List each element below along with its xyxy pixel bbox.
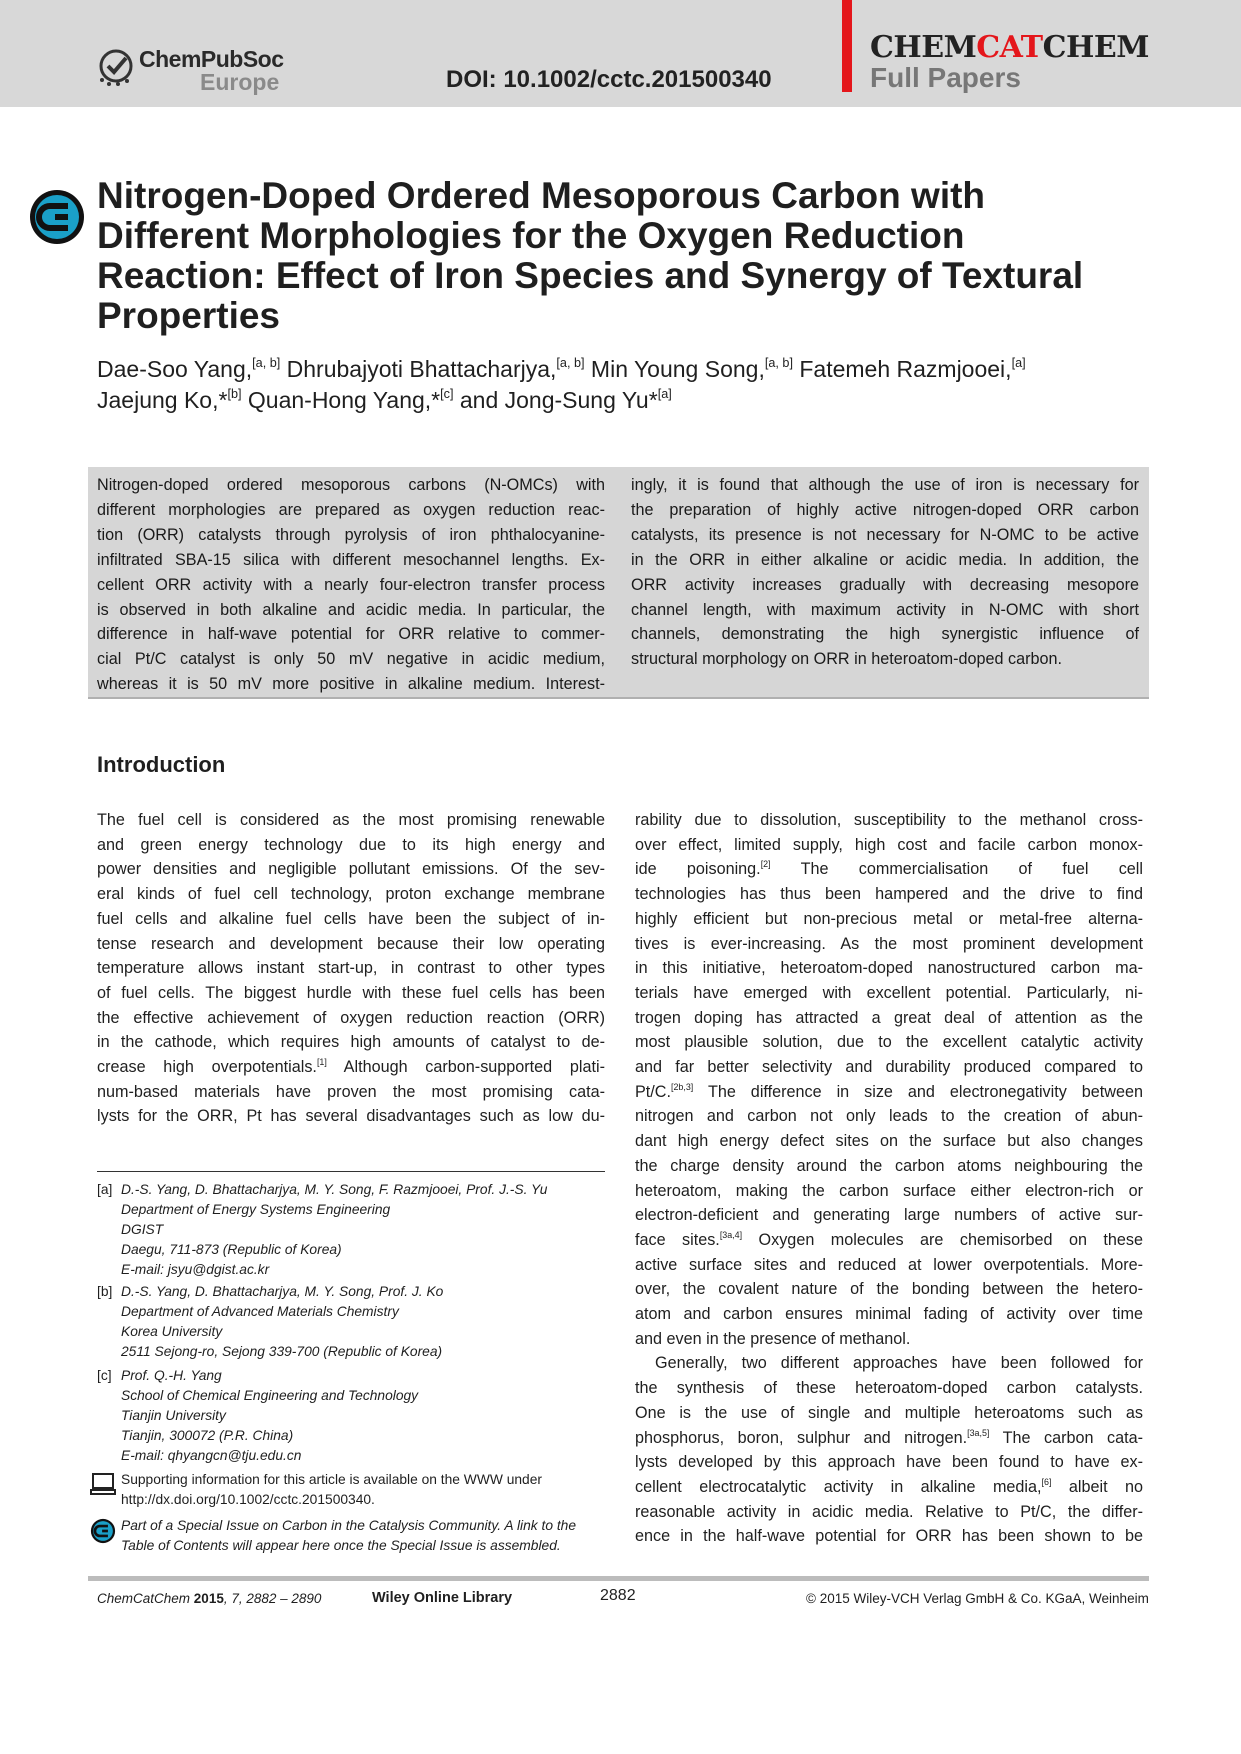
special-issue-note bbox=[97, 1516, 607, 1558]
text-line: ingly, it is found that although the use of iron is necessary for bbox=[631, 476, 1139, 494]
text-line: Generally, two different approaches have been followed for bbox=[655, 1354, 1143, 1373]
text-line: cellent ORR activity with a nearly four-electron transfer process bbox=[97, 575, 605, 594]
author-name: and Jong-Sung Yu* bbox=[453, 387, 658, 413]
intro-column-right bbox=[635, 808, 1143, 1549]
article-title: Nitrogen-Doped Ordered Mesoporous Carbon with Different Morphologies for the Oxygen Reduction Reaction: Effect of Iron Species and Synergy of Textural Properties bbox=[97, 175, 1084, 336]
text-line: ence in the half-wave potential for ORR has been shown to be bbox=[635, 1527, 1143, 1546]
text-line: over, the covalent nature of the bonding between the hetero- bbox=[635, 1280, 1143, 1299]
text-line: cellent electrocatalytic activity in alkaline media,[6] albeit no bbox=[635, 1476, 1144, 1496]
affiliation-line: 2511 Sejong-ro, Sejong 339-700 (Republic of Korea) bbox=[121, 1344, 443, 1359]
special-issue-line: Table of Contents will appear here once the Special Issue is assembled. bbox=[121, 1538, 561, 1553]
text-line: whereas it is 50 mV more positive in alkaline medium. Interest- bbox=[97, 675, 605, 694]
supporting-information-line: Supporting information for this article is available on the WWW under bbox=[121, 1472, 542, 1487]
author-name: Dae-Soo Yang, bbox=[97, 356, 253, 382]
text-line: and green energy technology due to its high energy and bbox=[97, 835, 605, 854]
text-line: of fuel cells. The biggest hurdle with these fuel cells has been bbox=[97, 983, 605, 1002]
journal-title-part: CHEM bbox=[870, 30, 977, 65]
author-affiliation-mark: [a, b] bbox=[764, 355, 793, 370]
footer-year: 2015 bbox=[193, 1591, 224, 1606]
special-issue-icon bbox=[28, 188, 86, 246]
footer-citation bbox=[97, 1591, 321, 1606]
section-heading-introduction: Introduction bbox=[97, 752, 226, 777]
text-line: difference in half-wave potential for ORR relative to commer- bbox=[97, 625, 605, 644]
journal-title bbox=[870, 30, 1149, 65]
text-line: the effective achievement of oxygen reduction reaction (ORR) bbox=[97, 1008, 605, 1027]
affiliation-line: DGIST bbox=[121, 1222, 164, 1237]
citation-ref[interactable]: [1] bbox=[316, 1056, 327, 1067]
text-line: lysts developed by this approach have been found to have ex- bbox=[635, 1453, 1143, 1472]
affiliation-tag: [c] bbox=[97, 1368, 112, 1383]
affiliation-line: Daegu, 711-873 (Republic of Korea) bbox=[121, 1242, 342, 1257]
abstract-column-left bbox=[97, 473, 605, 697]
author-name: Min Young Song, bbox=[584, 356, 765, 382]
text-line: ide poisoning.[2] The commercialisation of fuel cell bbox=[635, 859, 1143, 879]
text-line: phosphorus, boron, sulphur and nitrogen.[3a,5] The carbon cata- bbox=[635, 1427, 1144, 1447]
text-line: dant high energy defect sites on the surface but also changes bbox=[635, 1132, 1143, 1151]
affiliation-line: Department of Energy Systems Engineering bbox=[121, 1202, 391, 1217]
text-line: electron-deficient and generating large numbers of active sur- bbox=[635, 1206, 1143, 1225]
footer-volume-pages: , 7, 2882 – 2890 bbox=[223, 1591, 322, 1606]
special-issue-line: Part of a Special Issue on Carbon in the Catalysis Community. A link to the bbox=[121, 1518, 577, 1533]
text-line: structural morphology on ORR in heteroatom-doped carbon. bbox=[631, 650, 1062, 669]
footer-divider bbox=[88, 1576, 1149, 1581]
footer-library[interactable]: Wiley Online Library bbox=[372, 1590, 513, 1606]
author-name: Dhrubajyoti Bhattacharjya, bbox=[280, 356, 557, 382]
citation-ref[interactable]: [2] bbox=[760, 859, 771, 870]
text-line: active surface sites and reduced at lower overpotentials. More- bbox=[635, 1255, 1143, 1274]
journal-accent-bar bbox=[842, 0, 852, 92]
text-line: rability due to dissolution, susceptibility to the methanol cross- bbox=[635, 811, 1143, 829]
affiliation-lines bbox=[121, 1180, 547, 1280]
abstract-column-right bbox=[631, 473, 1139, 672]
text-line: lysts for the ORR, Pt has several disadvantages such as low du- bbox=[97, 1107, 605, 1126]
special-issue-text bbox=[121, 1516, 576, 1556]
author-affiliation-mark: [a, b] bbox=[556, 355, 585, 370]
affiliation-email: E-mail: jsyu@dgist.ac.kr bbox=[121, 1262, 270, 1277]
citation-ref[interactable]: [3a,5] bbox=[967, 1427, 990, 1438]
author-affiliation-mark: [b] bbox=[227, 386, 242, 401]
text-line: over effect, limited supply, high cost and facile carbon monox- bbox=[635, 835, 1143, 854]
chempubsoc-star-icon bbox=[96, 46, 136, 86]
affiliation-email: E-mail: qhyangcn@tju.edu.cn bbox=[121, 1448, 302, 1463]
journal-title-part: CHEM bbox=[1042, 30, 1149, 65]
text-line: catalysts, its presence is not necessary for N-OMC to be active bbox=[631, 525, 1139, 544]
affiliation-line: Tianjin University bbox=[121, 1408, 226, 1423]
author-name: Fatemeh Razmjooei, bbox=[792, 356, 1012, 382]
text-line: and far better selectivity and durability produced compared to bbox=[635, 1058, 1143, 1077]
citation-ref[interactable]: [6] bbox=[1041, 1476, 1052, 1487]
text-line: highly efficient but non-precious metal or metal-free alterna- bbox=[635, 909, 1143, 928]
author-affiliation-mark: [a] bbox=[1011, 355, 1026, 370]
footnote-divider bbox=[97, 1171, 605, 1172]
text-line: cial Pt/C catalyst is only 50 mV negative in acidic medium, bbox=[97, 650, 605, 669]
publisher-name: ChemPubSoc bbox=[139, 46, 284, 72]
text-line: The fuel cell is considered as the most promising renewable bbox=[97, 811, 605, 829]
author-name: Quan-Hong Yang,* bbox=[241, 387, 441, 413]
special-issue-small-icon bbox=[90, 1518, 116, 1544]
text-line: most plausible solution, due to the excellent catalytic activity bbox=[635, 1033, 1143, 1052]
author-name: Jaejung Ko,* bbox=[97, 387, 228, 413]
supporting-information-note bbox=[97, 1470, 607, 1512]
journal-title-part-accent: CAT bbox=[976, 30, 1043, 65]
text-line: trogen doping has attracted a great deal of attention as the bbox=[635, 1008, 1143, 1027]
text-line: crease high overpotentials.[1] Although carbon-supported plati- bbox=[97, 1056, 606, 1077]
text-line: tives is ever-increasing. As the most prominent development bbox=[635, 934, 1143, 953]
footer-copyright: © 2015 Wiley-VCH Verlag GmbH & Co. KGaA, Weinheim bbox=[806, 1591, 1149, 1606]
author-affiliation-mark: [c] bbox=[440, 386, 454, 401]
text-line: ORR activity increases gradually with decreasing mesopore bbox=[631, 575, 1139, 594]
affiliation-line: Department of Advanced Materials Chemistry bbox=[121, 1304, 399, 1319]
page-number: 2882 bbox=[600, 1587, 636, 1604]
text-line: channel length, with maximum activity in N-OMC with short bbox=[631, 600, 1139, 619]
text-line: infiltrated SBA-15 silica with different mesochannel lengths. Ex- bbox=[97, 550, 605, 569]
text-line: in the ORR in either alkaline or acidic media. In addition, the bbox=[631, 550, 1139, 569]
text-line: reasonable activity in acidic media. Relative to Pt/C, the differ- bbox=[635, 1502, 1143, 1521]
text-line: different morphologies are prepared as oxygen reduction reac- bbox=[97, 500, 605, 519]
text-line: temperature allows instant start-up, in contrast to other types bbox=[97, 959, 605, 978]
text-line: tense research and development because their low operating bbox=[97, 934, 605, 953]
affiliation-line: Korea University bbox=[121, 1324, 223, 1339]
affiliation-lines bbox=[121, 1282, 443, 1362]
text-line: fuel cells and alkaline fuel cells have been the subject of in- bbox=[97, 909, 605, 928]
computer-icon bbox=[90, 1472, 116, 1496]
text-line: power densities and negligible pollutant emissions. Of the sev- bbox=[97, 860, 605, 879]
citation-ref[interactable]: [2b,3] bbox=[670, 1081, 694, 1092]
affiliation-line: Tianjin, 300072 (P.R. China) bbox=[121, 1428, 294, 1443]
publisher-region: Europe bbox=[200, 69, 280, 95]
text-line: tion (ORR) catalysts through pyrolysis of iron phthalocyanine- bbox=[97, 525, 605, 544]
affiliation-b bbox=[97, 1282, 605, 1362]
supporting-information-link[interactable]: http://dx.doi.org/10.1002/cctc.201500340. bbox=[121, 1492, 375, 1507]
article-type: Full Papers bbox=[870, 62, 1021, 93]
text-line: nitrogen and carbon not only leads to the creation of abun- bbox=[635, 1107, 1143, 1126]
text-line: the preparation of highly active nitrogen-doped ORR carbon bbox=[631, 500, 1139, 519]
text-line: is observed in both alkaline and acidic media. In particular, the bbox=[97, 600, 605, 619]
affiliation-line: School of Chemical Engineering and Technology bbox=[121, 1388, 419, 1403]
text-line: terials have emerged with excellent potential. Particularly, ni- bbox=[635, 983, 1143, 1002]
citation-ref[interactable]: [3a,4] bbox=[719, 1229, 743, 1240]
abstract-box bbox=[88, 467, 1149, 699]
author-affiliation-mark: [a] bbox=[657, 386, 672, 401]
affiliation-tag: [b] bbox=[97, 1284, 113, 1299]
intro-column-left bbox=[97, 808, 605, 1129]
text-line: heteroatom, making the carbon surface either electron-rich or bbox=[635, 1181, 1143, 1200]
text-line: the synthesis of these heteroatom-doped carbon catalysts. bbox=[635, 1379, 1143, 1398]
affiliation-line: D.-S. Yang, D. Bhattacharjya, M. Y. Song, F. Razmjooei, Prof. J.-S. Yu bbox=[121, 1182, 548, 1197]
text-line: Pt/C.[2b,3] The difference in size and electronegativity between bbox=[635, 1081, 1143, 1101]
text-line: Nitrogen-doped ordered mesoporous carbons (N-OMCs) with bbox=[97, 476, 605, 494]
affiliation-c bbox=[97, 1366, 605, 1466]
affiliation-tag: [a] bbox=[97, 1182, 113, 1197]
text-line: technologies has thus been hampered and the drive to find bbox=[635, 885, 1143, 904]
text-line: the charge density around the carbon atoms neighbouring the bbox=[635, 1156, 1143, 1175]
affiliation-line: D.-S. Yang, D. Bhattacharjya, M. Y. Song, Prof. J. Ko bbox=[121, 1284, 444, 1299]
text-line: in this initiative, heteroatom-doped nanostructured carbon ma- bbox=[635, 959, 1143, 978]
article-doi: DOI: 10.1002/cctc.201500340 bbox=[446, 66, 772, 93]
text-line: face sites.[3a,4] Oxygen molecules are chemisorbed on these bbox=[635, 1229, 1143, 1249]
affiliation-lines bbox=[121, 1366, 418, 1466]
affiliation-line: Prof. Q.-H. Yang bbox=[121, 1368, 222, 1383]
page-header bbox=[0, 0, 1241, 107]
author-list bbox=[97, 354, 1157, 416]
text-line: num-based materials have proven the most promising cata- bbox=[97, 1082, 605, 1101]
text-line: One is the use of single and multiple heteroatoms such as bbox=[635, 1403, 1143, 1422]
affiliation-a bbox=[97, 1180, 605, 1280]
supporting-information-text bbox=[121, 1470, 542, 1510]
author-affiliation-mark: [a, b] bbox=[252, 355, 281, 370]
chempubsoc-logo bbox=[96, 40, 296, 96]
text-line: channels, demonstrating the high synergistic influence of bbox=[631, 625, 1139, 644]
text-line: atom and carbon ensures minimal fading of activity over time bbox=[635, 1305, 1143, 1324]
text-line: and even in the presence of methanol. bbox=[635, 1329, 911, 1348]
text-line: eral kinds of fuel cell technology, proton exchange membrane bbox=[97, 885, 605, 904]
text-line: in the cathode, which requires high amounts of catalyst to de- bbox=[97, 1033, 605, 1052]
footer-journal: ChemCatChem bbox=[97, 1591, 191, 1606]
